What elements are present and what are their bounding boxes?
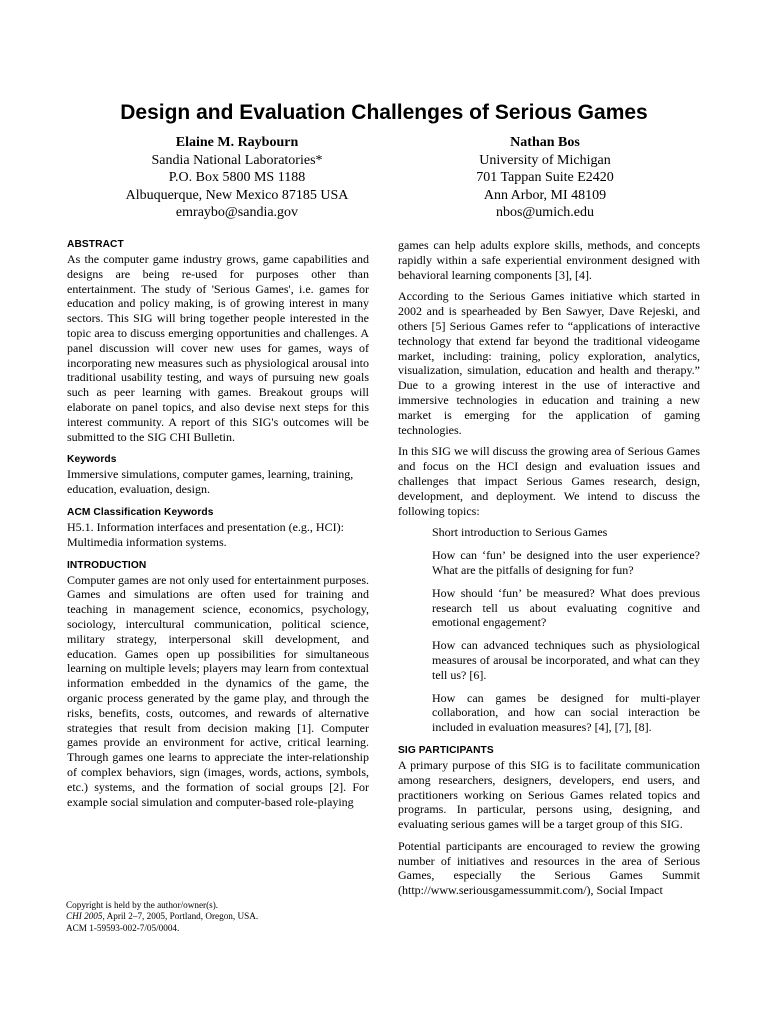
- introduction-heading: INTRODUCTION: [67, 559, 147, 571]
- paragraph: In this SIG we will discuss the growing area of Serious Games and focus on the HCI design and evaluation issues and challenges that impact Serious Games research, design, development, and deployment. We intend to discuss the following topics:: [398, 444, 700, 518]
- acm-number: ACM 1-59593-002-7/05/0004.: [66, 922, 180, 933]
- author-address: P.O. Box 5800 MS 1188: [168, 170, 306, 186]
- author-address: 701 Tappan Suite E2420: [476, 170, 614, 186]
- acm-text: H5.1. Information interfaces and presentation (e.g., HCI): Multimedia information systems.: [67, 519, 344, 549]
- copyright-line: Copyright is held by the author/owner(s).: [66, 900, 219, 910]
- topic-item: Short introduction to Serious Games: [432, 525, 608, 540]
- keywords-text: Immersive simulations, computer games, learning, training, education, evaluation, design.: [67, 467, 354, 497]
- acm-heading: ACM Classification Keywords: [67, 506, 214, 518]
- paragraph: A primary purpose of this SIG is to facilitate communication among researchers, designers, developers, end users, and practitioners working on Serious Games related topics and programs. In particular, persons using, designing, and evaluating serious games will be a target group of this SIG.: [398, 757, 700, 832]
- author-affiliation: Sandia National Laboratories*: [151, 152, 323, 168]
- introduction-text: Computer games are not only used for entertainment purposes. Games and simulations are often used for training and teaching in management science, economics, psychology, sociology, intercultural communication, political science, military strategy, interpersonal skill development, and education. Games open up possibilities for simultaneous learning on multiple levels; players may learn from contextual information embedded in the dynamics of the game, the organic process generated by the game play, and through the risks, benefits, costs, outcomes, and rewards of alternative strategies that result from decision making [1]. Computer games provide an environment for active, critical learning. Through games one learns to appreciate the inter-relationship of complex behaviors, sign (images, words, actions, symbols, etc.) systems, and the formation of social groups [2]. For example social simulation and computer-based role-playing: [67, 572, 369, 809]
- author-block-1: [107, 134, 367, 222]
- topic-item: How can games be designed for multi-player collaboration, and how can social interaction be included in evaluation measures? [4], [7], [8].: [432, 690, 700, 735]
- author-address: Albuquerque, New Mexico 87185 USA: [125, 187, 349, 203]
- paragraph: According to the Serious Games initiative which started in 2002 and is spearheaded by Ben Sawyer, Dave Rejeski, and others [5] Serious Games refer to “applications of interactive technology that extend far beyond the traditional videogame market, including: training, policy exploration, analytics, visualization, simulation, education and health and therapy.” Due to a growing interest in the use of interactive and immersive technologies in education and training a new market is emerging for the application of gaming technologies.: [398, 289, 700, 437]
- topics-list: [398, 525, 700, 735]
- topic-item: How can advanced techniques such as physiological measures of arousal be incorporated, and what can they tell us? [6].: [432, 638, 700, 682]
- right-column: [398, 238, 700, 905]
- author-block-2: [415, 134, 675, 222]
- copyright-footer: [66, 900, 368, 934]
- paper-title: Design and Evaluation Challenges of Serious Games: [120, 101, 648, 124]
- conference-details: , April 2–7, 2005, Portland, Oregon, USA.: [102, 911, 259, 922]
- author-affiliation: University of Michigan: [479, 152, 611, 168]
- author-address: Ann Arbor, MI 48109: [483, 187, 607, 203]
- paragraph: games can help adults explore skills, methods, and concepts rapidly within a safe experiential environment designed with behavioral learning components [3], [4].: [398, 238, 700, 282]
- topic-item: How can ‘fun’ be designed into the user experience? What are the pitfalls of designing for fun?: [432, 548, 700, 577]
- author-name: Elaine M. Raybourn: [175, 135, 299, 150]
- sig-participants-heading: SIG PARTICIPANTS: [398, 744, 494, 756]
- author-email: nbos@umich.edu: [495, 205, 595, 221]
- conference-line: [66, 911, 368, 922]
- keywords-heading: Keywords: [67, 454, 117, 466]
- abstract-heading: ABSTRACT: [67, 239, 124, 250]
- left-column: [67, 238, 369, 816]
- abstract-text: As the computer game industry grows, game capabilities and designs are being re-used for purposes other than entertainment. The study of 'Serious Games', i.e. games for education and policy making, is of growing interest in many sectors. This SIG will bring together people interested in the topic area to discuss emerging opportunities and challenges. A panel discussion will cover new uses for games, ways of incorporating new measures such as physiological arousal into traditional usability testing, and ways of pursuing new goals such as peer learning with games. Breakout groups will elaborate on panel topics, and also devise next steps for this interest community. A report of this SIG's outcomes will be submitted to the SIG CHI Bulletin.: [67, 252, 369, 444]
- author-name: Nathan Bos: [510, 135, 580, 150]
- topic-item: How should ‘fun’ be measured? What does previous research tell us about evaluating cognitive and emotional engagement?: [432, 585, 700, 630]
- author-email: emraybo@sandia.gov: [175, 205, 299, 221]
- paragraph: Potential participants are encouraged to review the growing number of initiatives and resources in the area of Serious Games, especially the Serious Games Summit (http://www.seriousgamessummit.com/), Social Impact: [398, 838, 700, 898]
- conference-name: CHI 2005: [66, 911, 103, 922]
